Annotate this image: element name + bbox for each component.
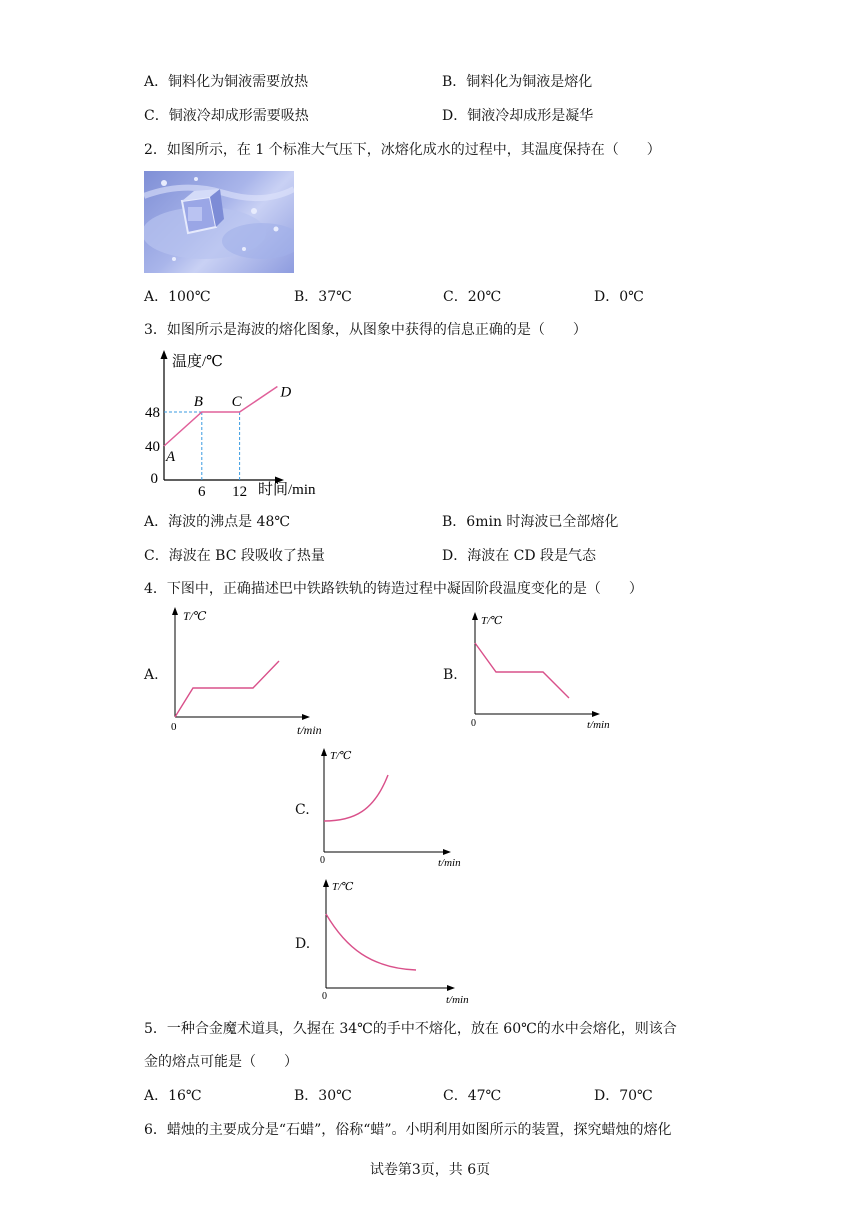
q4-letter-a: A. (144, 667, 159, 683)
graph-d-ylabel: T/℃ (332, 881, 354, 893)
point-label-b: B (193, 394, 203, 410)
q5-option-d: D．70℃ (594, 1088, 653, 1104)
y-axis-arrow (161, 350, 168, 359)
ice-cube-photo (144, 171, 294, 273)
graph-b (465, 609, 625, 734)
graph-d-xlabel: t/min (446, 994, 469, 1006)
x-tick-label: 12 (232, 484, 248, 500)
graph-b-origin: 0 (471, 718, 476, 729)
x-axis-label: 时间/min (258, 482, 316, 498)
q2-option-c: C．20℃ (443, 289, 502, 305)
y-tick-label: 48 (145, 405, 160, 421)
q5-stem-line1: 5．一种合金魔术道具，久握在 34℃的手中不熔化，放在 60℃的水中会熔化，则该合 (144, 1021, 677, 1037)
y-axis-label: 温度/℃ (172, 354, 223, 370)
q1-option-c: C．铜液冷却成形需要吸热 (144, 108, 309, 124)
q5-stem-line2: 金的熔点可能是（ ） (144, 1054, 298, 1070)
graph-c-origin: 0 (320, 855, 325, 866)
q3-stem: 3．如图所示是海波的熔化图象，从图象中获得的信息正确的是（ ） (144, 322, 587, 338)
q1-option-b: B．铜料化为铜液是熔化 (442, 74, 593, 90)
q3-option-c: C．海波在 BC 段吸收了热量 (144, 548, 325, 564)
q3-option-a: A．海波的沸点是 48℃ (144, 514, 291, 530)
point-label-c: C (231, 394, 242, 410)
q5-option-b: B．30℃ (294, 1088, 352, 1104)
q1-option-a: A．铜料化为铜液需要放热 (144, 74, 309, 90)
graph-d (316, 876, 481, 1006)
x-tick-label: 0 (150, 471, 158, 487)
hypo-melting-chart (140, 348, 340, 503)
q4-stem: 4．下图中，正确描述巴中铁路铁轨的铸造过程中凝固阶段温度变化的是（ ） (144, 581, 643, 597)
page-footer: 试卷第3页，共 6页 (369, 1162, 491, 1178)
graph-a-ylabel: T/℃ (183, 609, 207, 623)
point-label-d: D (280, 384, 292, 401)
melting-curve (164, 387, 277, 447)
q5-option-a: A．16℃ (144, 1088, 202, 1104)
q5-option-c: C．47℃ (443, 1088, 502, 1104)
q6-stem-line1: 6．蜡烛的主要成分是“石蜡”，俗称“蜡”。小明利用如图所示的装置，探究蜡烛的熔化 (144, 1122, 672, 1138)
graph-b-ylabel: T/℃ (481, 615, 503, 627)
graph-a-origin: 0 (171, 721, 177, 733)
q2-option-a: A．100℃ (144, 289, 211, 305)
q2-option-b: B．37℃ (294, 289, 352, 305)
graph-d-curve (326, 914, 416, 970)
graph-c-curve (324, 775, 388, 821)
q3-option-b: B．6min 时海波已全部熔化 (442, 514, 619, 530)
q4-letter-b: B. (443, 667, 458, 683)
graph-c-ylabel: T/℃ (330, 750, 352, 762)
graph-c (314, 745, 479, 870)
graph-b-xlabel: t/min (587, 719, 610, 731)
graph-a-curve (175, 661, 279, 717)
graph-b-curve (475, 643, 569, 698)
q3-option-d: D．海波在 CD 段是气态 (442, 548, 597, 564)
x-tick-label: 6 (198, 484, 206, 500)
point-label-a: A (166, 449, 176, 465)
graph-a (165, 604, 345, 739)
q4-letter-c: C. (295, 802, 310, 818)
q1-option-d: D．铜液冷却成形是凝华 (442, 108, 594, 124)
q2-option-d: D．0℃ (594, 289, 644, 305)
graph-c-xlabel: t/min (438, 857, 461, 869)
y-tick-label: 40 (145, 439, 160, 455)
q2-stem: 2．如图所示，在 1 个标准大气压下，冰熔化成水的过程中，其温度保持在（ ） (144, 142, 661, 158)
graph-d-origin: 0 (322, 991, 327, 1002)
graph-a-xlabel: t/min (297, 723, 322, 737)
q4-letter-d: D. (295, 936, 311, 952)
